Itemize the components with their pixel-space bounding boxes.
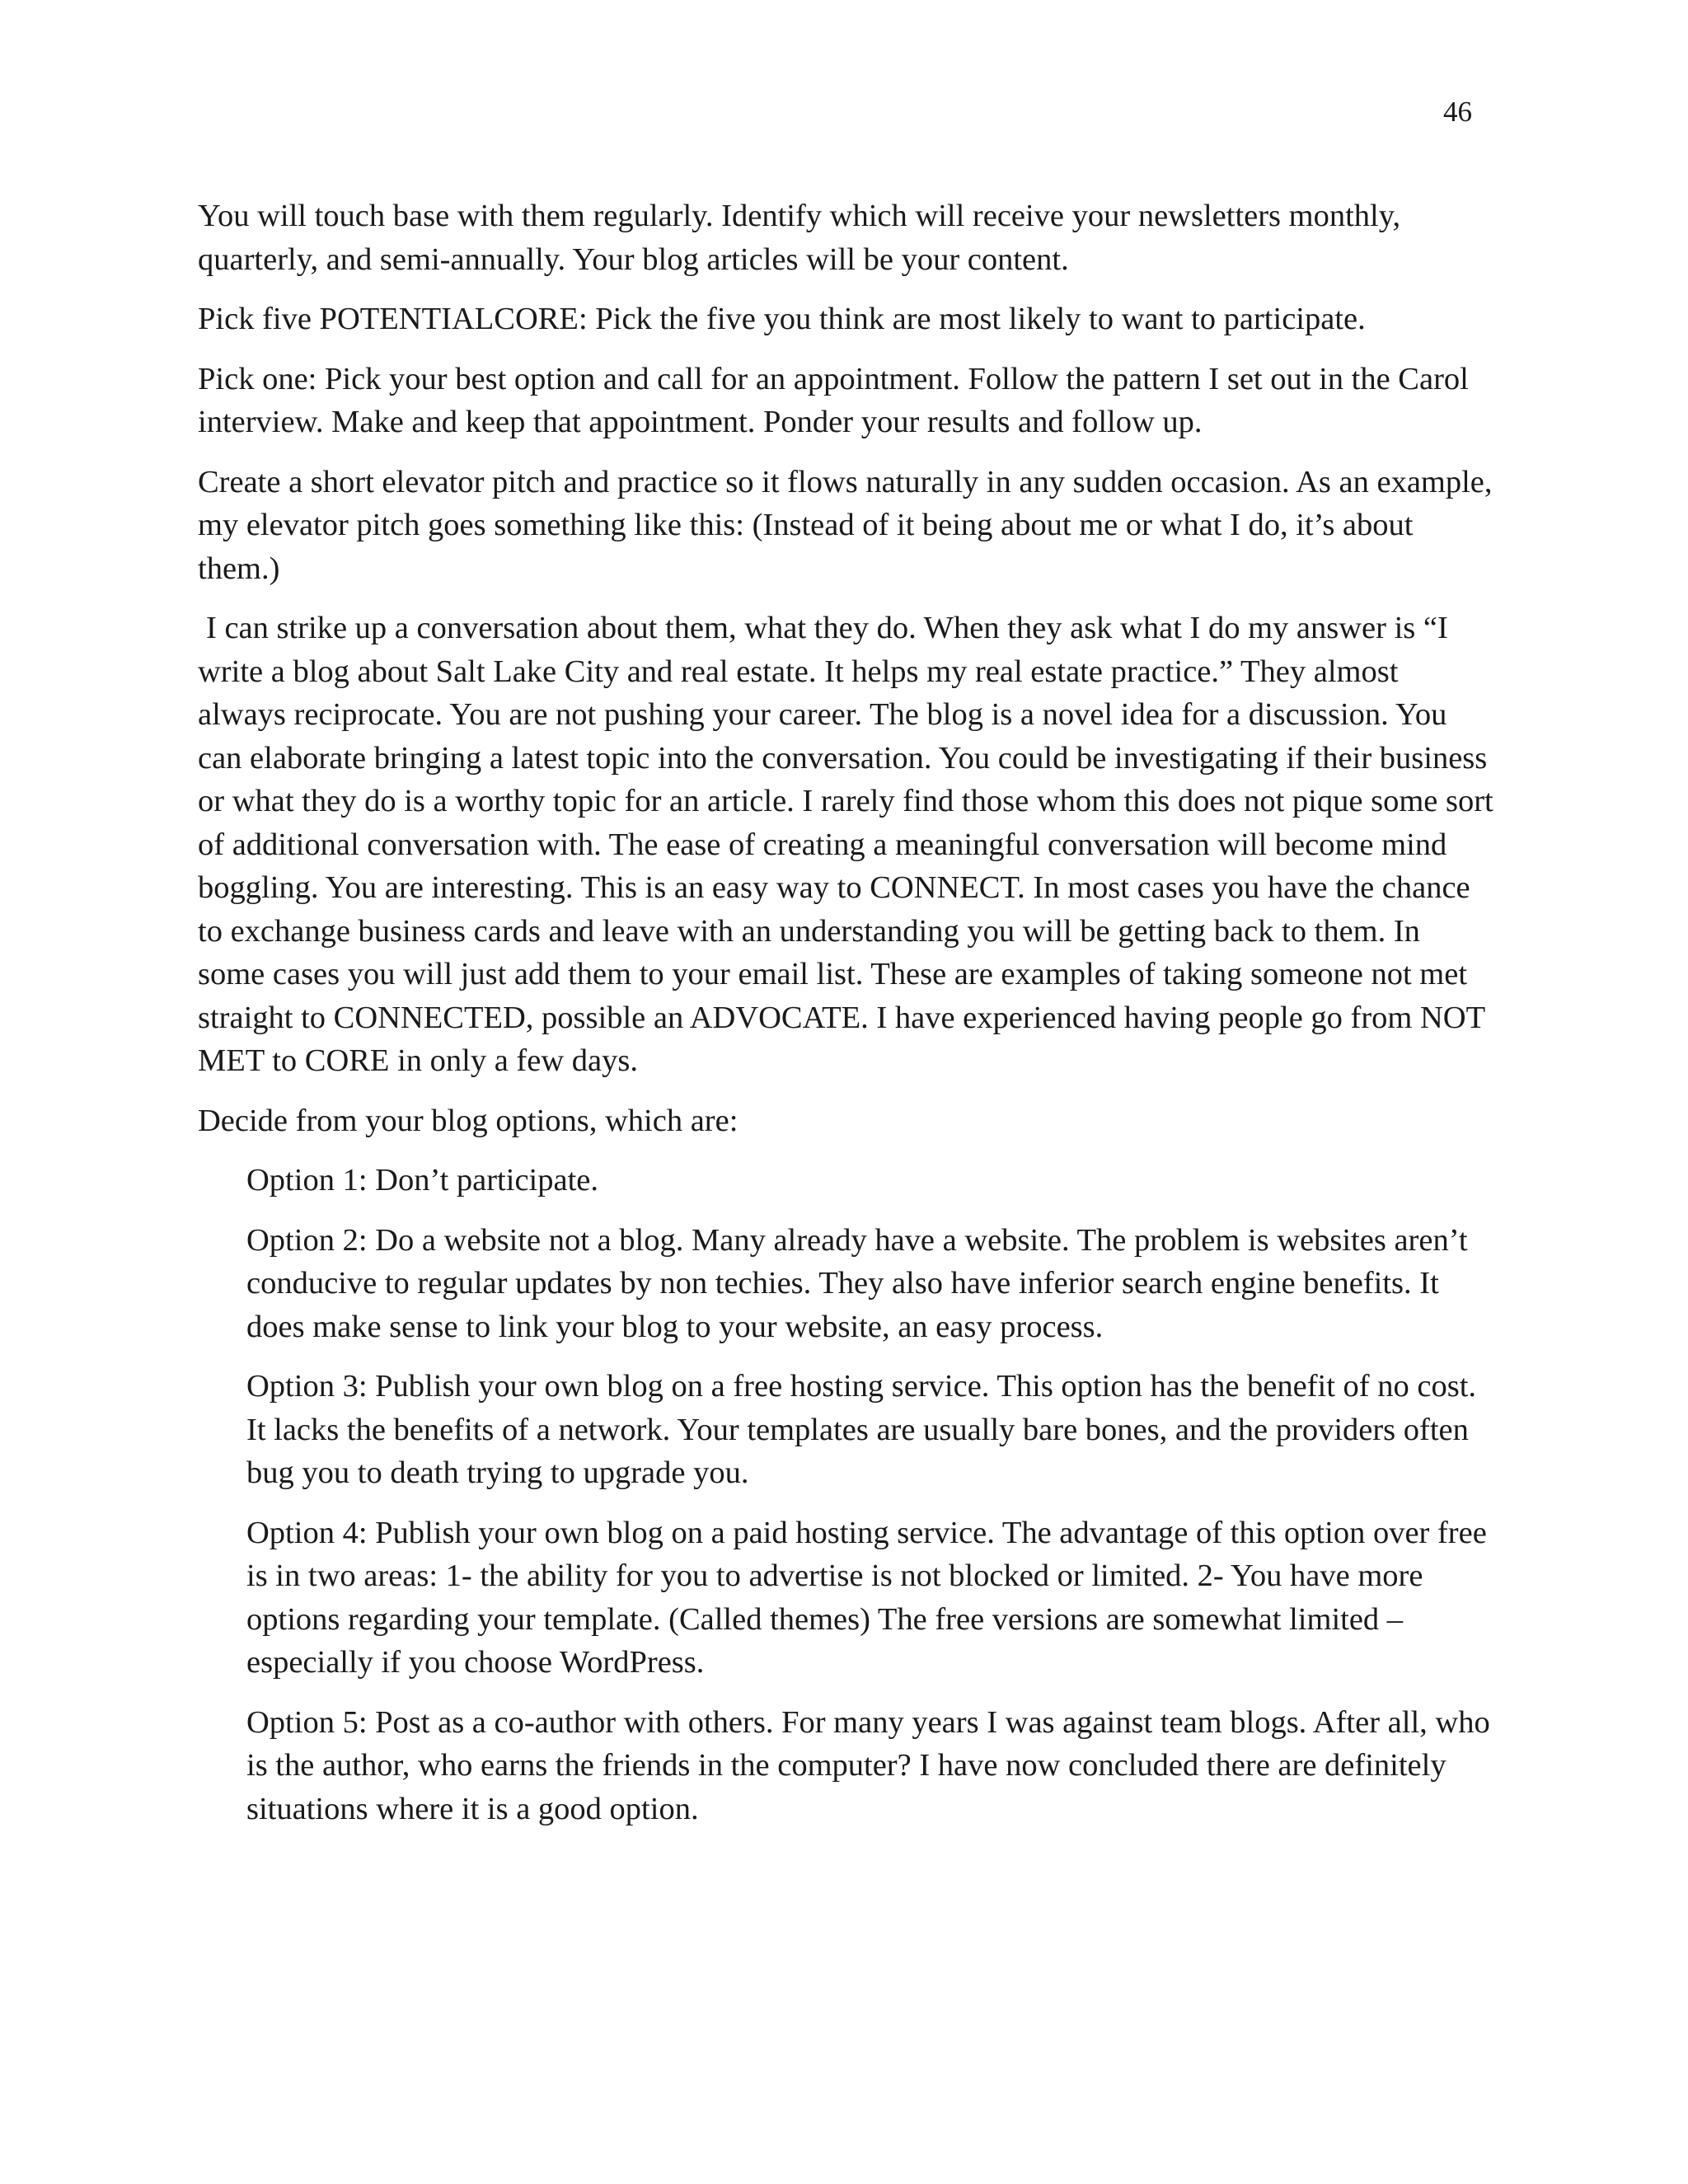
paragraph-pick-one: Pick one: Pick your best option and call for an appointment. Follow the pattern I set out in the Carol interview. Make and keep that appointment. Ponder your results and follow up. — [198, 361, 1469, 439]
paragraph-decide-options: Decide from your blog options, which are: — [198, 1103, 738, 1138]
option-item-1: Option 1: Don’t participate. — [246, 1163, 598, 1197]
paragraph-conversation: I can strike up a conversation about them, what they do. When they ask what I do my answer is “I write a blog about Salt Lake City and real estate. It helps my real estate practice.” They almost always reciprocate. You are not pushing your career. The blog is a novel idea for a discussion. You can elaborate bringing a latest topic into the conversation. You could be investigating if their business or what they do is a worthy topic for an article. I rarely find those whom this does not pique some sort of additional conversation with. The ease of creating a meaningful conversation will become mind boggling. You are interesting. This is an easy way to CONNECT. In most cases you have the chance to exchange business cards and leave with an understanding you will be getting back to them. In some cases you will just add them to your email list. These are examples of taking someone not met straight to CONNECTED, possible an ADVOCATE. I have experienced having people go from NOT MET to CORE in only a few days. — [198, 611, 1493, 1078]
paragraph-elevator-pitch: Create a short elevator pitch and practice so it flows naturally in any sudden occasion. As an example, my elevator pitch goes something like this: (Instead of it being about me or what I do, it’s about them.) — [198, 464, 1493, 586]
option-item-2: Option 2: Do a website not a blog. Many already have a website. The problem is websites aren’t conducive to regular updates by non techies. They also have inferior search engine benefits. It does make sense to link your blog to your website, an easy process. — [246, 1222, 1468, 1344]
option-item-3: Option 3: Publish your own blog on a free hosting service. This option has the benefit of no cost. It lacks the benefits of a network. Your templates are usually bare bones, and the providers often bug you to death trying to upgrade you. — [246, 1369, 1477, 1490]
blog-options-list — [198, 1159, 1493, 1830]
paragraph-touch-base: You will touch base with them regularly. Identify which will receive your newsletters monthly, quarterly, and semi-annually. Your blog articles will be your content. — [198, 199, 1401, 277]
document-body — [198, 194, 1493, 1847]
option-item-4: Option 4: Publish your own blog on a paid hosting service. The advantage of this option over free is in two areas: 1- the ability for you to advertise is not blocked or limited. 2- You have more options regarding your template. (Called themes) The free versions are somewhat limited – especially if you choose WordPress. — [246, 1515, 1487, 1680]
page-number: 46 — [1443, 96, 1472, 128]
option-item-5: Option 5: Post as a co-author with others. For many years I was against team blogs. After all, who is the author, who earns the friends in the computer? I have now concluded there are definitely situations where it is a good option. — [246, 1704, 1490, 1826]
paragraph-pick-five: Pick five POTENTIALCORE: Pick the five you think are most likely to want to participate. — [198, 302, 1366, 336]
